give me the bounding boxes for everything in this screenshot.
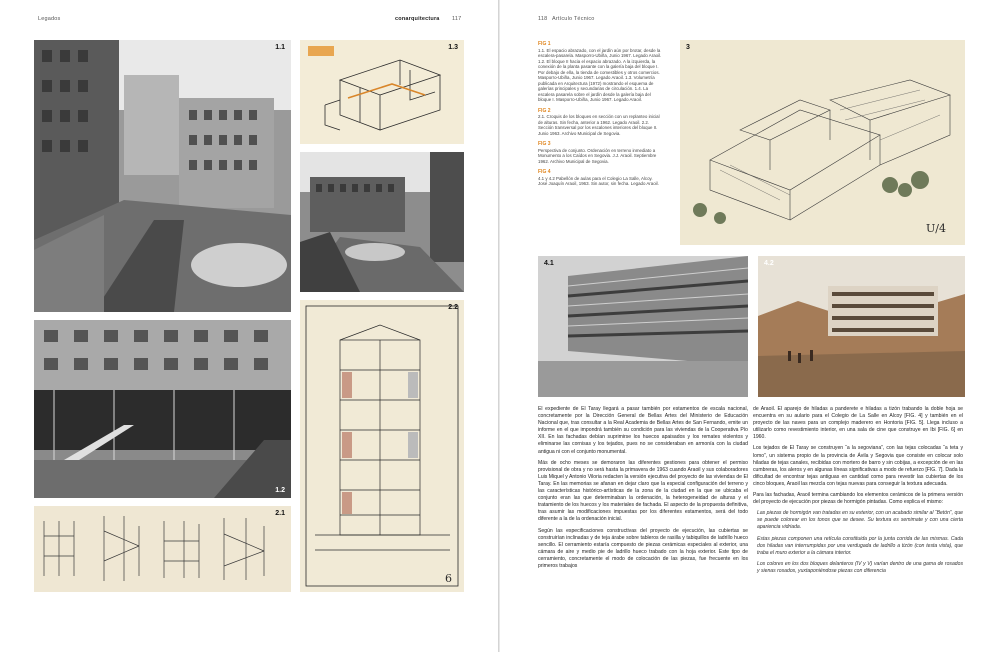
- left-running-head-magazine: [395, 16, 440, 22]
- paragraph-r2: Los tejados de El Taray se construyen “a la segoviana”, con las tejas colocadas “a teta y lomo”, un sistema propio de la provincia de Ávila y Segovia que consiste en colocar solo hiladas de tejas canales, recibidas con mortero de barro y sin cobijas, a excepción de en las cumbreras, los aleros y en algunas líneas significativas a modo de refuerzo [FIG. 7]. Dada la dificultad de encontrar tejas antiguas en cantidad como para revestir las cubiertas de los cinco bloques, Araoil las mezcla con tejas nuevas para conseguir la textura adecuada.: [753, 445, 963, 487]
- caption-head-fig4: FIG 4: [538, 169, 551, 175]
- photo-1-2: [34, 320, 291, 498]
- caption-head-fig1: FIG 1: [538, 41, 551, 47]
- perspective-sketch: [680, 40, 965, 245]
- caption-text-fig3: Perspectiva de conjunto. Ordenación en terreno inmediato a Monumento a los Caídos en Segovia. J.J. Araoil. Septiembre 1962. Archivo Municipal de Segovia.: [538, 147, 657, 164]
- figure-label-2-1: 2.1: [275, 510, 285, 517]
- photo-1-1: [34, 40, 291, 312]
- svg-text:U/4: U/4: [926, 222, 946, 235]
- paragraph-l2: Más de ocho meses se demoraron las diferentes gestiones para obtener el permiso provisional de obra y no será hasta la primavera de 1963 cuando Araoil y sus colaboradores Luis Miquel y Antonio Viloria redacten la versión ejecutiva del proyecto de las viviendas de El Taray. En las memorias se afanan en dejar claro que la especial configuración del terreno y las características histórico-artísticas de la zona de la ciudad en la que se ubicaba el conjunto eran las que determinaban la ordenación, la heterogeneidad de alturas y el tratamiento de los huecos y los materiales de fachada. El aspecto de la propuesta definitiva, tras asumir las modificaciones impuestas por los diferentes estamentos, será del todo diferente a la de la ordenación inicial.: [538, 459, 748, 523]
- article-column-2: [753, 406, 963, 579]
- figure-label-3: 3: [686, 44, 690, 51]
- caption-text-fig4: 4.1 y 4.2 Pabellón de aulas para el Colegio La Salle, Alcoy. José Joaquín Araoil, 1963. Sin autor, sin fecha. Legado Araoil.: [538, 175, 659, 186]
- section-drawing: [300, 300, 464, 592]
- caption-text-fig1: 1.1. El espacio abrazado, con el jardín aún por brotar, desde la escalera-pasarela. Masporro-Ubiña, Junio 1967. Legado Araoil. 1.2. El bloque II hacia el espacio abrazado. A la izquierda, la conexión de la planta pasante con la galería baja del bloque I. Por debajo de ella, la tienda de comestibles y otros comercios. Masporro-Ubiña, Junio 1967. Legado Araoil. 1.3. Volumetría publicada en Arquitectura (1972) mostrando el esquema de galerías principales y secundarias de circulación. 1.4. La escalera pasarela sobre el jardín desde la galería baja del bloque I. Masporro-Ubiña, Junio 1967. Legado Araoil.: [538, 47, 662, 102]
- photo-4-1-image: [538, 256, 748, 397]
- sketch-2-1: [34, 506, 291, 592]
- figure-label-4-2: 4.2: [764, 260, 774, 267]
- figure-label-4-1: 4.1: [544, 260, 554, 267]
- photo-4-2: [758, 256, 965, 397]
- paragraph-r1-text: de Araoil. El aparejo de hiladas a panderete e hiladas a tizón trabando la doble hoja se encuentra en su aulario para el Colegio de La Salle en Alcoy [FIG. 4] y también en el proyecto de las naves para un complejo maderero en Hontoria [FIG. 5]. Llega incluso a utilizarlo como revestimiento interior, en una sala de cine que construye en Ibi [FIG. 6] en 1960.: [753, 406, 963, 441]
- photo-1-2-image: [34, 320, 291, 498]
- paragraph-r3: Para las fachadas, Araoil termina cambiando los elementos cerámicos de la primera versión del proyecto de ejecución por piezas de hormigón pintadas. Como explica el mismo:: [753, 492, 963, 506]
- photo-1-4: [300, 152, 464, 292]
- drawing-2-2: [300, 300, 464, 592]
- paragraph-l1: El expediente de El Taray llegará a pasar también por estamentos de escala nacional, concretamente por la Dirección General de Bellas Artes del Ministerio de Educación Nacional que, tras consultar a la Real Academia de Bellas Artes de San Fernando, emite un informe en el que impondrá también su condición para las viviendas de la Cooperativa Pío XII. En las fachadas debían suprimirse los huecos apaisados y los remates violentos y eliminarse las cornisas y los tejados, pues no se consideraban en armonía con la ciudad antigua ni con el conjunto monumental.: [538, 406, 748, 455]
- figure-label-2-2: 2.2: [448, 304, 458, 311]
- paragraph-r1: [753, 406, 963, 441]
- left-running-head-section: Legados: [38, 16, 61, 22]
- figure-label-1-1: 1.1: [275, 44, 285, 51]
- figure-label-1-3: 1.3: [448, 44, 458, 51]
- caption-head-fig3: FIG 3: [538, 141, 551, 147]
- paragraph-l3: Según las especificaciones constructivas del proyecto de ejecución, las cubiertas se construirían inclinadas y de teja árabe sobre tableros de rasilla y tabiquillos de ladrillo hueco sencillo. El cerramiento estaría compuesto de piezas cerámicas especiales al exterior, una cámara de aire y medio pie de ladrillo hueco trabado con la hoja exterior. Este tipo de cerramiento, concretamente el modo de colocación de las piezas, fue frecuente en los primeros trabajos: [538, 527, 748, 569]
- figure-label-1-2: 1.2: [275, 487, 285, 494]
- left-page-number: 117: [452, 16, 462, 22]
- photo-1-4-image: [300, 152, 464, 292]
- caption-text-fig2: 2.1. Croquis de los bloques en sección con un replanteo inicial de alturas. Sin fecha, anterior a 1962. Legado Araoil. 2.2. Sección transversal por los escalones interiores del bloque II. Junio 1963. Archivo Municipal de Segovia.: [538, 114, 660, 136]
- quote-paragraph-1: Las piezas de hormigón van tratadas en su exterior, con un acabado similar al “Betón”, que se puede colorear en los tonos que se desee. Su textura es semimate y con una cierta apariencia vidriada.: [757, 510, 963, 531]
- photo-1-3-drawing: [300, 40, 464, 144]
- magazine-name: conarquitectura: [395, 16, 440, 22]
- caption-head-fig2: FIG 2: [538, 107, 551, 114]
- figure-captions: [538, 42, 663, 187]
- photo-4-1: [538, 256, 748, 397]
- perspective-drawing-3: [680, 40, 965, 245]
- svg-text:6: 6: [445, 572, 452, 585]
- quote-paragraph-3: Los colores en los dos bloques delanteros (IV y V) varían dentro de una gama de rosados y sienas rosados, yuxtaponiéndose piezas con diferencia: [757, 560, 963, 574]
- right-running-head-section: Artículo Técnico: [552, 16, 595, 22]
- photo-1-1-image: [34, 40, 291, 312]
- sketch-2-1-drawing: [34, 506, 291, 592]
- photo-1-3: [300, 40, 464, 144]
- photo-4-2-image: [758, 256, 965, 397]
- right-page-number: 118: [538, 16, 548, 22]
- quote-paragraph-2: Estas piezas componen una retícula constituida por la junta corrida de las mismas. Cada dos hiladas van interrumpidas por una verdugada de ladrillo a tizón (con testa vista), que traba el muro exterior a la cámara interior.: [757, 535, 963, 556]
- article-column-1: [538, 406, 748, 574]
